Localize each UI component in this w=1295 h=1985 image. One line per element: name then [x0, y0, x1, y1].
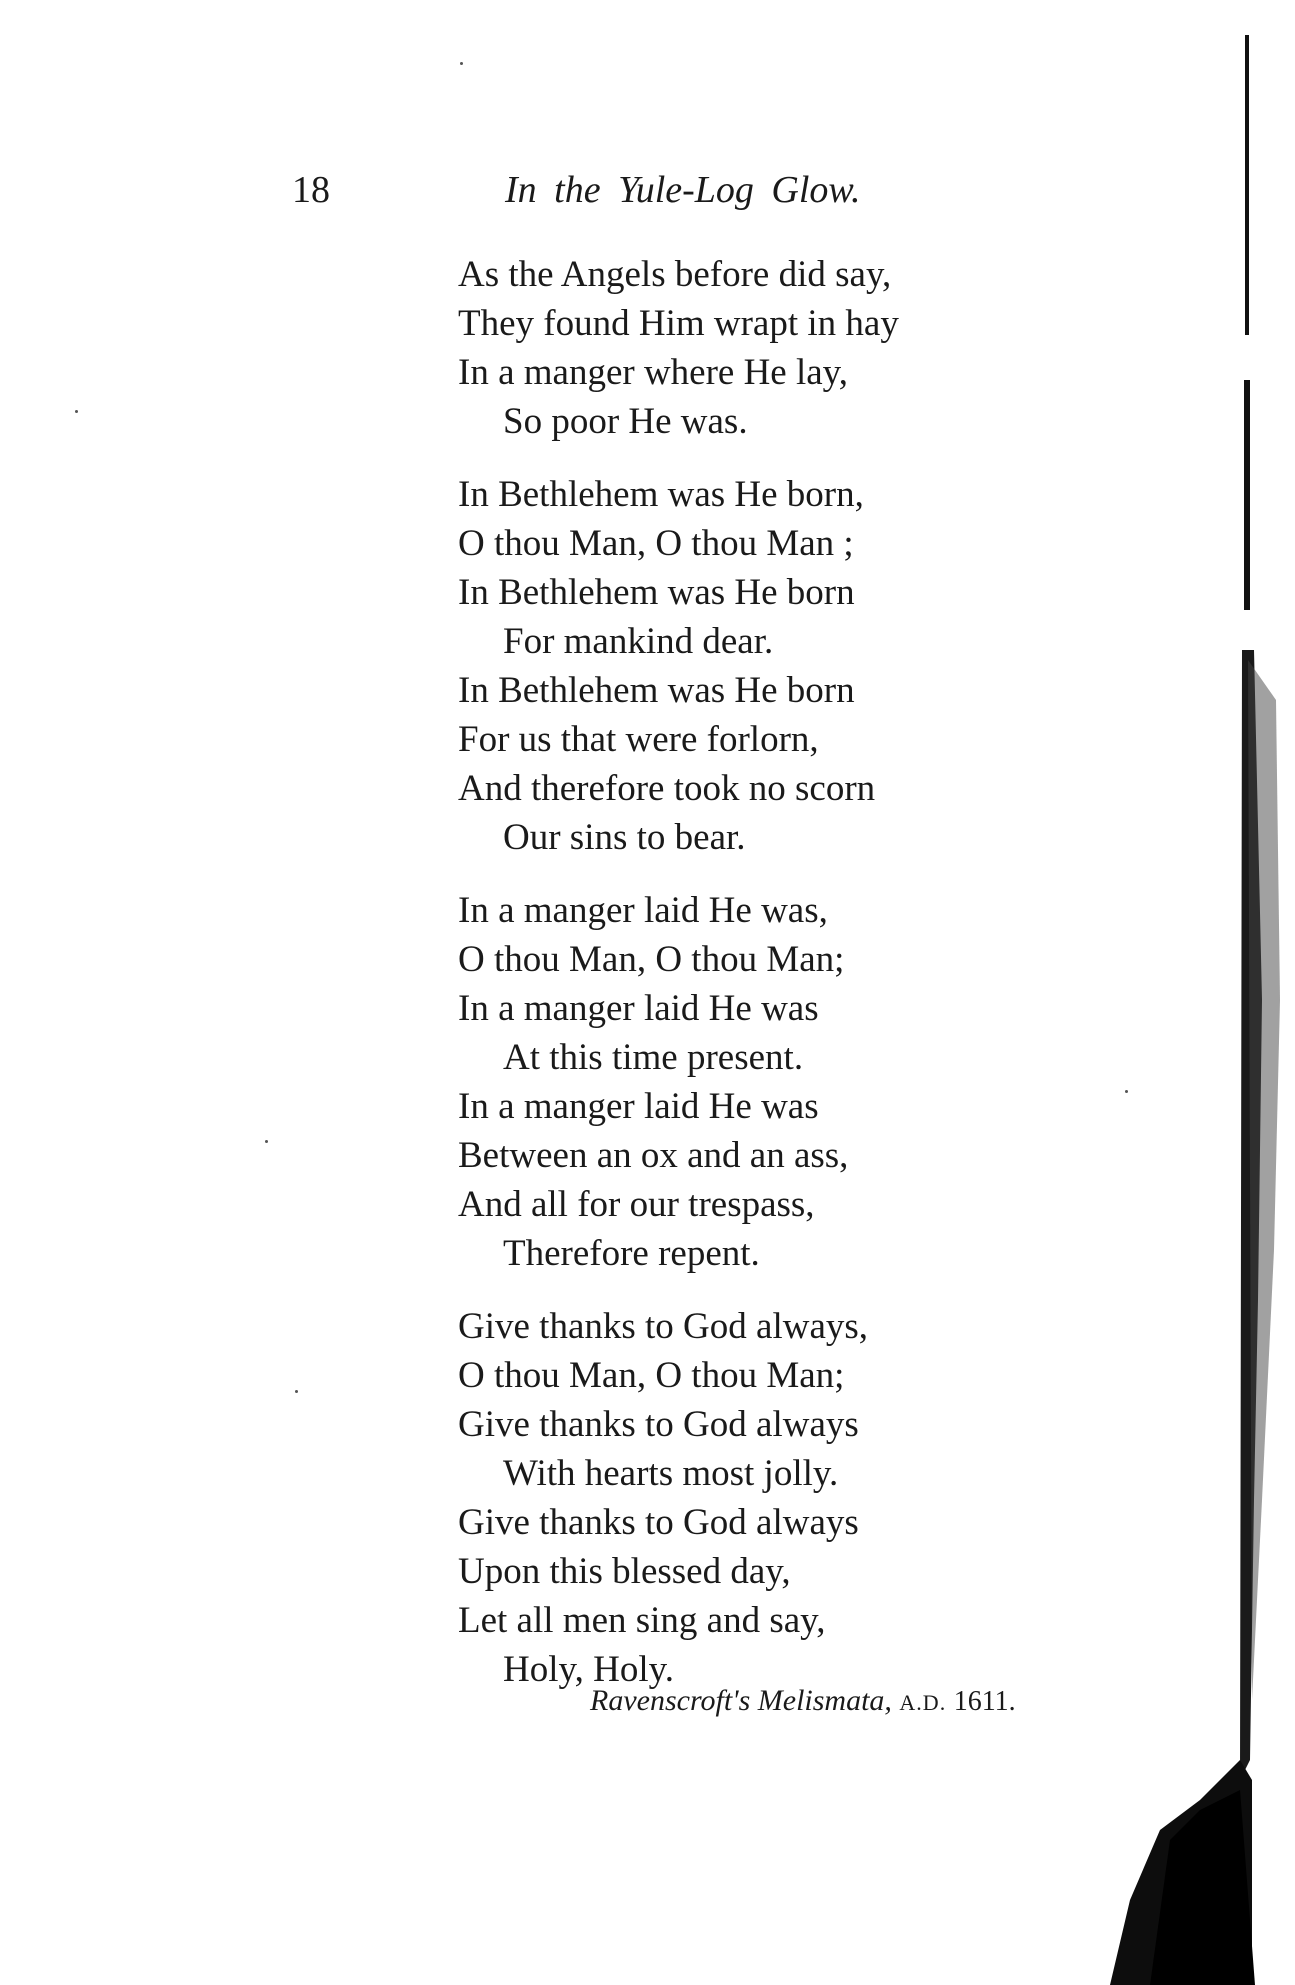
attribution-era: A.D. [899, 1690, 947, 1715]
poem-line: O thou Man, O thou Man; [458, 939, 845, 980]
scan-speck [295, 1390, 298, 1393]
page-number: 18 [292, 169, 330, 211]
poem-line: Let all men sing and say, [458, 1600, 826, 1641]
poem-line: They found Him wrapt in hay [458, 303, 899, 344]
poem-line: At this time present. [503, 1037, 804, 1078]
poem-line: Upon this blessed day, [458, 1551, 791, 1592]
poem-line: Holy, Holy. [503, 1649, 674, 1690]
poem-line: In Bethlehem was He born [458, 670, 855, 711]
poem-line: In a manger laid He was [458, 1086, 819, 1127]
poem-line: In Bethlehem was He born, [458, 474, 864, 515]
poem-line: And all for our trespass, [458, 1184, 815, 1225]
stanza [458, 470, 1018, 862]
stanza [458, 886, 1018, 1278]
poem-line: Between an ox and an ass, [458, 1135, 849, 1176]
attribution-source: Ravenscroft's Melismata, [590, 1684, 892, 1717]
running-title: In the Yule-Log Glow. [505, 169, 861, 211]
stanza [458, 1302, 1018, 1694]
poem-line: In a manger laid He was, [458, 890, 828, 931]
attribution [590, 1681, 1016, 1723]
poem-line: In Bethlehem was He born [458, 572, 855, 613]
scan-speck [1125, 1090, 1128, 1093]
poem-line: And therefore took no scorn [458, 768, 876, 809]
binding-edge-shadow [1040, 0, 1295, 1985]
poem-line: For us that were forlorn, [458, 719, 819, 760]
poem-line: O thou Man, O thou Man ; [458, 523, 854, 564]
poem-line: Therefore repent. [503, 1233, 760, 1274]
poem-line: With hearts most jolly. [503, 1453, 839, 1494]
poem-line: So poor He was. [503, 401, 748, 442]
poem-line: O thou Man, O thou Man; [458, 1355, 845, 1396]
scan-speck [460, 62, 463, 65]
poem-line: Give thanks to God always, [458, 1306, 869, 1347]
poem-line: As the Angels before did say, [458, 254, 892, 295]
stanza [458, 250, 1018, 446]
poem-line: For mankind dear. [503, 621, 774, 662]
attribution-year: 1611. [953, 1686, 1016, 1717]
poem-line: In a manger laid He was [458, 988, 819, 1029]
poem-line: In a manger where He lay, [458, 352, 849, 393]
poem-line: Give thanks to God always [458, 1404, 859, 1445]
poem-line: Give thanks to God always [458, 1502, 859, 1543]
poem-line: Our sins to bear. [503, 817, 746, 858]
scan-speck [75, 410, 78, 413]
scan-speck [265, 1140, 268, 1143]
poem [458, 250, 1018, 1718]
